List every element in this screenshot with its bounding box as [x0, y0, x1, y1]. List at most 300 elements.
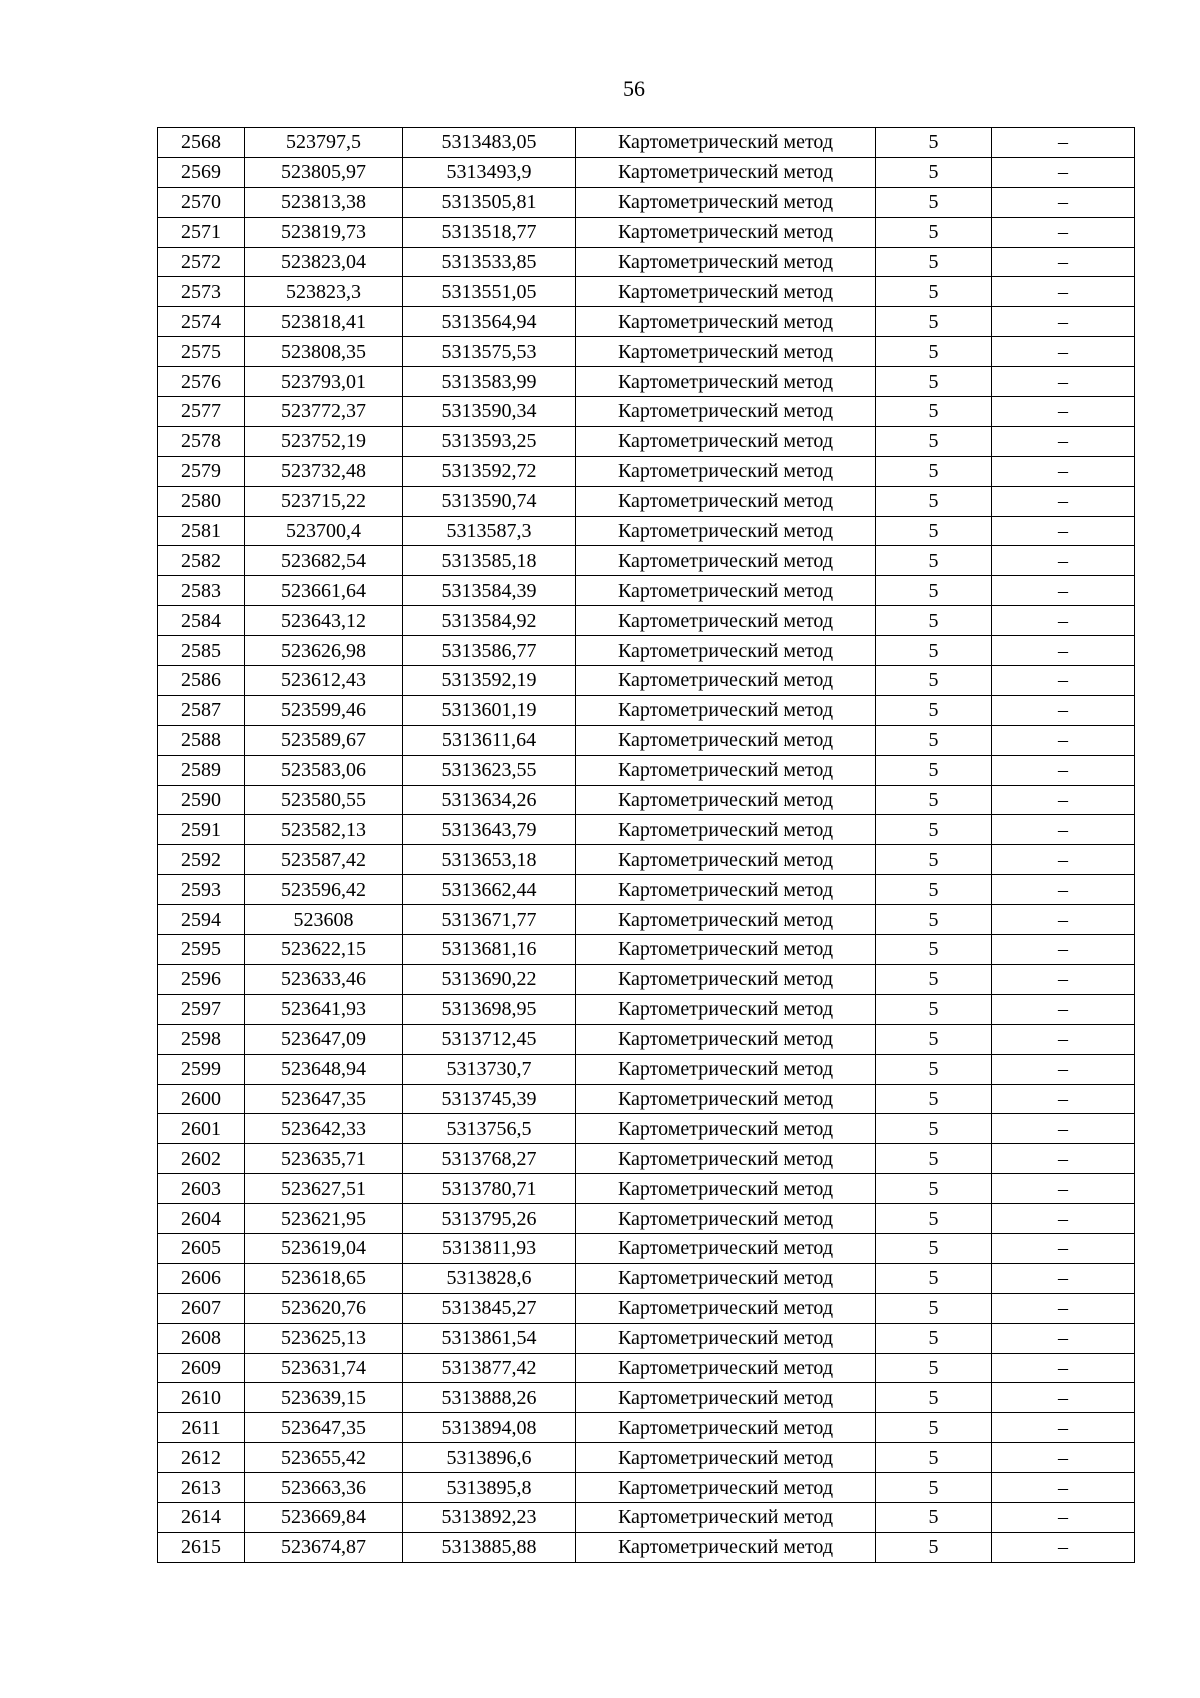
dash-cell: – — [992, 725, 1135, 755]
accuracy-cell: 5 — [876, 666, 992, 696]
method-cell: Картометрический метод — [576, 217, 876, 247]
dash-cell: – — [992, 755, 1135, 785]
dash-cell: – — [992, 1204, 1135, 1234]
accuracy-cell: 5 — [876, 1413, 992, 1443]
point-number-cell: 2597 — [158, 994, 245, 1024]
accuracy-cell: 5 — [876, 636, 992, 666]
accuracy-cell: 5 — [876, 367, 992, 397]
method-cell: Картометрический метод — [576, 1024, 876, 1054]
table-row — [158, 337, 1135, 367]
accuracy-cell: 5 — [876, 426, 992, 456]
y-coordinate-cell: 5313584,39 — [403, 576, 576, 606]
y-coordinate-cell: 5313653,18 — [403, 845, 576, 875]
point-number-cell: 2603 — [158, 1174, 245, 1204]
method-cell: Картометрический метод — [576, 636, 876, 666]
method-cell: Картометрический метод — [576, 964, 876, 994]
method-cell: Картометрический метод — [576, 695, 876, 725]
method-cell: Картометрический метод — [576, 157, 876, 187]
x-coordinate-cell: 523647,35 — [245, 1084, 403, 1114]
y-coordinate-cell: 5313611,64 — [403, 725, 576, 755]
point-number-cell: 2615 — [158, 1532, 245, 1562]
y-coordinate-cell: 5313590,34 — [403, 397, 576, 427]
y-coordinate-cell: 5313756,5 — [403, 1114, 576, 1144]
y-coordinate-cell: 5313584,92 — [403, 606, 576, 636]
table-row — [158, 785, 1135, 815]
method-cell: Картометрический метод — [576, 1054, 876, 1084]
point-number-cell: 2590 — [158, 785, 245, 815]
y-coordinate-cell: 5313712,45 — [403, 1024, 576, 1054]
x-coordinate-cell: 523612,43 — [245, 666, 403, 696]
table-row — [158, 845, 1135, 875]
method-cell: Картометрический метод — [576, 1353, 876, 1383]
x-coordinate-cell: 523621,95 — [245, 1204, 403, 1234]
y-coordinate-cell: 5313587,3 — [403, 516, 576, 546]
table-row — [158, 516, 1135, 546]
y-coordinate-cell: 5313861,54 — [403, 1323, 576, 1353]
y-coordinate-cell: 5313681,16 — [403, 935, 576, 965]
method-cell: Картометрический метод — [576, 606, 876, 636]
accuracy-cell: 5 — [876, 755, 992, 785]
table-row — [158, 666, 1135, 696]
dash-cell: – — [992, 1054, 1135, 1084]
point-number-cell: 2575 — [158, 337, 245, 367]
y-coordinate-cell: 5313698,95 — [403, 994, 576, 1024]
method-cell: Картометрический метод — [576, 994, 876, 1024]
y-coordinate-cell: 5313895,8 — [403, 1473, 576, 1503]
dash-cell: – — [992, 247, 1135, 277]
x-coordinate-cell: 523589,67 — [245, 725, 403, 755]
x-coordinate-cell: 523674,87 — [245, 1532, 403, 1562]
point-number-cell: 2582 — [158, 546, 245, 576]
dash-cell: – — [992, 666, 1135, 696]
method-cell: Картометрический метод — [576, 397, 876, 427]
x-coordinate-cell: 523608 — [245, 905, 403, 935]
dash-cell: – — [992, 1293, 1135, 1323]
method-cell: Картометрический метод — [576, 1233, 876, 1263]
dash-cell: – — [992, 516, 1135, 546]
table-row — [158, 426, 1135, 456]
x-coordinate-cell: 523793,01 — [245, 367, 403, 397]
x-coordinate-cell: 523583,06 — [245, 755, 403, 785]
method-cell: Картометрический метод — [576, 456, 876, 486]
table-row — [158, 217, 1135, 247]
x-coordinate-cell: 523682,54 — [245, 546, 403, 576]
dash-cell: – — [992, 1413, 1135, 1443]
point-number-cell: 2614 — [158, 1502, 245, 1532]
x-coordinate-cell: 523823,04 — [245, 247, 403, 277]
x-coordinate-cell: 523823,3 — [245, 277, 403, 307]
x-coordinate-cell: 523627,51 — [245, 1174, 403, 1204]
table-row — [158, 1413, 1135, 1443]
method-cell: Картометрический метод — [576, 815, 876, 845]
x-coordinate-cell: 523626,98 — [245, 636, 403, 666]
table-row — [158, 1293, 1135, 1323]
x-coordinate-cell: 523813,38 — [245, 187, 403, 217]
table-row — [158, 1144, 1135, 1174]
accuracy-cell: 5 — [876, 1473, 992, 1503]
dash-cell: – — [992, 964, 1135, 994]
y-coordinate-cell: 5313575,53 — [403, 337, 576, 367]
dash-cell: – — [992, 935, 1135, 965]
x-coordinate-cell: 523582,13 — [245, 815, 403, 845]
point-number-cell: 2608 — [158, 1323, 245, 1353]
table-row — [158, 1502, 1135, 1532]
x-coordinate-cell: 523663,36 — [245, 1473, 403, 1503]
accuracy-cell: 5 — [876, 1443, 992, 1473]
y-coordinate-cell: 5313811,93 — [403, 1233, 576, 1263]
x-coordinate-cell: 523596,42 — [245, 875, 403, 905]
point-number-cell: 2588 — [158, 725, 245, 755]
method-cell: Картометрический метод — [576, 1473, 876, 1503]
table-row — [158, 187, 1135, 217]
point-number-cell: 2610 — [158, 1383, 245, 1413]
dash-cell: – — [992, 1144, 1135, 1174]
method-cell: Картометрический метод — [576, 905, 876, 935]
method-cell: Картометрический метод — [576, 875, 876, 905]
dash-cell: – — [992, 994, 1135, 1024]
dash-cell: – — [992, 815, 1135, 845]
x-coordinate-cell: 523752,19 — [245, 426, 403, 456]
accuracy-cell: 5 — [876, 277, 992, 307]
x-coordinate-cell: 523642,33 — [245, 1114, 403, 1144]
dash-cell: – — [992, 1502, 1135, 1532]
y-coordinate-cell: 5313585,18 — [403, 546, 576, 576]
x-coordinate-cell: 523772,37 — [245, 397, 403, 427]
point-number-cell: 2585 — [158, 636, 245, 666]
table-row — [158, 1353, 1135, 1383]
x-coordinate-cell: 523599,46 — [245, 695, 403, 725]
method-cell: Картометрический метод — [576, 576, 876, 606]
accuracy-cell: 5 — [876, 1353, 992, 1383]
dash-cell: – — [992, 905, 1135, 935]
x-coordinate-cell: 523625,13 — [245, 1323, 403, 1353]
y-coordinate-cell: 5313671,77 — [403, 905, 576, 935]
method-cell: Картометрический метод — [576, 1323, 876, 1353]
method-cell: Картометрический метод — [576, 546, 876, 576]
point-number-cell: 2606 — [158, 1263, 245, 1293]
point-number-cell: 2583 — [158, 576, 245, 606]
accuracy-cell: 5 — [876, 815, 992, 845]
point-number-cell: 2594 — [158, 905, 245, 935]
dash-cell: – — [992, 1174, 1135, 1204]
table-row — [158, 1263, 1135, 1293]
table-row — [158, 128, 1135, 158]
dash-cell: – — [992, 636, 1135, 666]
dash-cell: – — [992, 1353, 1135, 1383]
point-number-cell: 2579 — [158, 456, 245, 486]
table-row — [158, 695, 1135, 725]
table-row — [158, 247, 1135, 277]
y-coordinate-cell: 5313634,26 — [403, 785, 576, 815]
y-coordinate-cell: 5313888,26 — [403, 1383, 576, 1413]
y-coordinate-cell: 5313518,77 — [403, 217, 576, 247]
x-coordinate-cell: 523647,09 — [245, 1024, 403, 1054]
point-number-cell: 2604 — [158, 1204, 245, 1234]
accuracy-cell: 5 — [876, 994, 992, 1024]
y-coordinate-cell: 5313505,81 — [403, 187, 576, 217]
x-coordinate-cell: 523635,71 — [245, 1144, 403, 1174]
page-number: 56 — [623, 76, 645, 101]
dash-cell: – — [992, 576, 1135, 606]
dash-cell: – — [992, 695, 1135, 725]
accuracy-cell: 5 — [876, 187, 992, 217]
x-coordinate-cell: 523647,35 — [245, 1413, 403, 1443]
table-row — [158, 456, 1135, 486]
dash-cell: – — [992, 217, 1135, 247]
dash-cell: – — [992, 1532, 1135, 1562]
x-coordinate-cell: 523580,55 — [245, 785, 403, 815]
dash-cell: – — [992, 1233, 1135, 1263]
dash-cell: – — [992, 785, 1135, 815]
accuracy-cell: 5 — [876, 1204, 992, 1234]
method-cell: Картометрический метод — [576, 1413, 876, 1443]
y-coordinate-cell: 5313845,27 — [403, 1293, 576, 1323]
dash-cell: – — [992, 1473, 1135, 1503]
table-row — [158, 964, 1135, 994]
y-coordinate-cell: 5313894,08 — [403, 1413, 576, 1443]
point-number-cell: 2602 — [158, 1144, 245, 1174]
accuracy-cell: 5 — [876, 576, 992, 606]
point-number-cell: 2578 — [158, 426, 245, 456]
point-number-cell: 2599 — [158, 1054, 245, 1084]
x-coordinate-cell: 523818,41 — [245, 307, 403, 337]
method-cell: Картометрический метод — [576, 307, 876, 337]
dash-cell: – — [992, 845, 1135, 875]
table-row — [158, 307, 1135, 337]
table-row — [158, 1054, 1135, 1084]
point-number-cell: 2601 — [158, 1114, 245, 1144]
table-row — [158, 606, 1135, 636]
x-coordinate-cell: 523797,5 — [245, 128, 403, 158]
table-row — [158, 994, 1135, 1024]
point-number-cell: 2611 — [158, 1413, 245, 1443]
table-row — [158, 1114, 1135, 1144]
y-coordinate-cell: 5313493,9 — [403, 157, 576, 187]
y-coordinate-cell: 5313483,05 — [403, 128, 576, 158]
point-number-cell: 2584 — [158, 606, 245, 636]
y-coordinate-cell: 5313730,7 — [403, 1054, 576, 1084]
x-coordinate-cell: 523808,35 — [245, 337, 403, 367]
accuracy-cell: 5 — [876, 1114, 992, 1144]
accuracy-cell: 5 — [876, 875, 992, 905]
dash-cell: – — [992, 1323, 1135, 1353]
accuracy-cell: 5 — [876, 1233, 992, 1263]
y-coordinate-cell: 5313780,71 — [403, 1174, 576, 1204]
dash-cell: – — [992, 1114, 1135, 1144]
point-number-cell: 2592 — [158, 845, 245, 875]
y-coordinate-cell: 5313533,85 — [403, 247, 576, 277]
x-coordinate-cell: 523732,48 — [245, 456, 403, 486]
method-cell: Картометрический метод — [576, 1443, 876, 1473]
point-number-cell: 2609 — [158, 1353, 245, 1383]
method-cell: Картометрический метод — [576, 1084, 876, 1114]
y-coordinate-cell: 5313551,05 — [403, 277, 576, 307]
accuracy-cell: 5 — [876, 1024, 992, 1054]
accuracy-cell: 5 — [876, 1323, 992, 1353]
accuracy-cell: 5 — [876, 905, 992, 935]
table-row — [158, 1473, 1135, 1503]
method-cell: Картометрический метод — [576, 187, 876, 217]
accuracy-cell: 5 — [876, 546, 992, 576]
method-cell: Картометрический метод — [576, 337, 876, 367]
accuracy-cell: 5 — [876, 1174, 992, 1204]
x-coordinate-cell: 523631,74 — [245, 1353, 403, 1383]
y-coordinate-cell: 5313583,99 — [403, 367, 576, 397]
y-coordinate-cell: 5313586,77 — [403, 636, 576, 666]
x-coordinate-cell: 523633,46 — [245, 964, 403, 994]
accuracy-cell: 5 — [876, 1383, 992, 1413]
table-row — [158, 875, 1135, 905]
y-coordinate-cell: 5313601,19 — [403, 695, 576, 725]
x-coordinate-cell: 523819,73 — [245, 217, 403, 247]
dash-cell: – — [992, 1443, 1135, 1473]
point-number-cell: 2607 — [158, 1293, 245, 1323]
table-row — [158, 1204, 1135, 1234]
y-coordinate-cell: 5313828,6 — [403, 1263, 576, 1293]
table-row — [158, 1084, 1135, 1114]
point-number-cell: 2570 — [158, 187, 245, 217]
x-coordinate-cell: 523643,12 — [245, 606, 403, 636]
table-row — [158, 755, 1135, 785]
x-coordinate-cell: 523619,04 — [245, 1233, 403, 1263]
x-coordinate-cell: 523587,42 — [245, 845, 403, 875]
accuracy-cell: 5 — [876, 1054, 992, 1084]
dash-cell: – — [992, 546, 1135, 576]
point-number-cell: 2598 — [158, 1024, 245, 1054]
point-number-cell: 2569 — [158, 157, 245, 187]
accuracy-cell: 5 — [876, 845, 992, 875]
accuracy-cell: 5 — [876, 1293, 992, 1323]
accuracy-cell: 5 — [876, 1084, 992, 1114]
accuracy-cell: 5 — [876, 397, 992, 427]
accuracy-cell: 5 — [876, 964, 992, 994]
point-number-cell: 2593 — [158, 875, 245, 905]
point-number-cell: 2581 — [158, 516, 245, 546]
x-coordinate-cell: 523661,64 — [245, 576, 403, 606]
table-row — [158, 636, 1135, 666]
x-coordinate-cell: 523715,22 — [245, 486, 403, 516]
method-cell: Картометрический метод — [576, 1174, 876, 1204]
method-cell: Картометрический метод — [576, 1114, 876, 1144]
y-coordinate-cell: 5313593,25 — [403, 426, 576, 456]
accuracy-cell: 5 — [876, 456, 992, 486]
point-number-cell: 2576 — [158, 367, 245, 397]
x-coordinate-cell: 523622,15 — [245, 935, 403, 965]
table-row — [158, 367, 1135, 397]
accuracy-cell: 5 — [876, 486, 992, 516]
method-cell: Картометрический метод — [576, 1204, 876, 1234]
x-coordinate-cell: 523700,4 — [245, 516, 403, 546]
method-cell: Картометрический метод — [576, 755, 876, 785]
table-row — [158, 1024, 1135, 1054]
method-cell: Картометрический метод — [576, 128, 876, 158]
dash-cell: – — [992, 606, 1135, 636]
x-coordinate-cell: 523618,65 — [245, 1263, 403, 1293]
x-coordinate-cell: 523805,97 — [245, 157, 403, 187]
x-coordinate-cell: 523669,84 — [245, 1502, 403, 1532]
y-coordinate-cell: 5313892,23 — [403, 1502, 576, 1532]
accuracy-cell: 5 — [876, 1532, 992, 1562]
table-row — [158, 277, 1135, 307]
table-row — [158, 905, 1135, 935]
point-number-cell: 2568 — [158, 128, 245, 158]
point-number-cell: 2574 — [158, 307, 245, 337]
method-cell: Картометрический метод — [576, 1263, 876, 1293]
x-coordinate-cell: 523648,94 — [245, 1054, 403, 1084]
method-cell: Картометрический метод — [576, 935, 876, 965]
x-coordinate-cell: 523639,15 — [245, 1383, 403, 1413]
accuracy-cell: 5 — [876, 217, 992, 247]
point-number-cell: 2605 — [158, 1233, 245, 1263]
dash-cell: – — [992, 456, 1135, 486]
dash-cell: – — [992, 426, 1135, 456]
dash-cell: – — [992, 307, 1135, 337]
point-number-cell: 2577 — [158, 397, 245, 427]
method-cell: Картометрический метод — [576, 1293, 876, 1323]
dash-cell: – — [992, 337, 1135, 367]
table-row — [158, 725, 1135, 755]
accuracy-cell: 5 — [876, 935, 992, 965]
coordinates-table — [157, 127, 1135, 1563]
dash-cell: – — [992, 397, 1135, 427]
accuracy-cell: 5 — [876, 128, 992, 158]
method-cell: Картометрический метод — [576, 1383, 876, 1413]
accuracy-cell: 5 — [876, 785, 992, 815]
dash-cell: – — [992, 367, 1135, 397]
dash-cell: – — [992, 187, 1135, 217]
table-row — [158, 486, 1135, 516]
accuracy-cell: 5 — [876, 606, 992, 636]
dash-cell: – — [992, 1263, 1135, 1293]
method-cell: Картометрический метод — [576, 277, 876, 307]
method-cell: Картометрический метод — [576, 1502, 876, 1532]
x-coordinate-cell: 523655,42 — [245, 1443, 403, 1473]
table-row — [158, 546, 1135, 576]
y-coordinate-cell: 5313662,44 — [403, 875, 576, 905]
method-cell: Картометрический метод — [576, 486, 876, 516]
point-number-cell: 2572 — [158, 247, 245, 277]
y-coordinate-cell: 5313643,79 — [403, 815, 576, 845]
point-number-cell: 2586 — [158, 666, 245, 696]
y-coordinate-cell: 5313690,22 — [403, 964, 576, 994]
dash-cell: – — [992, 1024, 1135, 1054]
table-row — [158, 1383, 1135, 1413]
point-number-cell: 2595 — [158, 935, 245, 965]
y-coordinate-cell: 5313590,74 — [403, 486, 576, 516]
y-coordinate-cell: 5313623,55 — [403, 755, 576, 785]
point-number-cell: 2613 — [158, 1473, 245, 1503]
method-cell: Картометрический метод — [576, 426, 876, 456]
method-cell: Картометрический метод — [576, 845, 876, 875]
dash-cell: – — [992, 875, 1135, 905]
y-coordinate-cell: 5313592,19 — [403, 666, 576, 696]
method-cell: Картометрический метод — [576, 1532, 876, 1562]
dash-cell: – — [992, 157, 1135, 187]
y-coordinate-cell: 5313592,72 — [403, 456, 576, 486]
point-number-cell: 2589 — [158, 755, 245, 785]
x-coordinate-cell: 523620,76 — [245, 1293, 403, 1323]
accuracy-cell: 5 — [876, 1502, 992, 1532]
table-row — [158, 815, 1135, 845]
x-coordinate-cell: 523641,93 — [245, 994, 403, 1024]
table-row — [158, 1532, 1135, 1562]
point-number-cell: 2612 — [158, 1443, 245, 1473]
table-row — [158, 576, 1135, 606]
point-number-cell: 2600 — [158, 1084, 245, 1114]
accuracy-cell: 5 — [876, 725, 992, 755]
accuracy-cell: 5 — [876, 157, 992, 187]
accuracy-cell: 5 — [876, 337, 992, 367]
